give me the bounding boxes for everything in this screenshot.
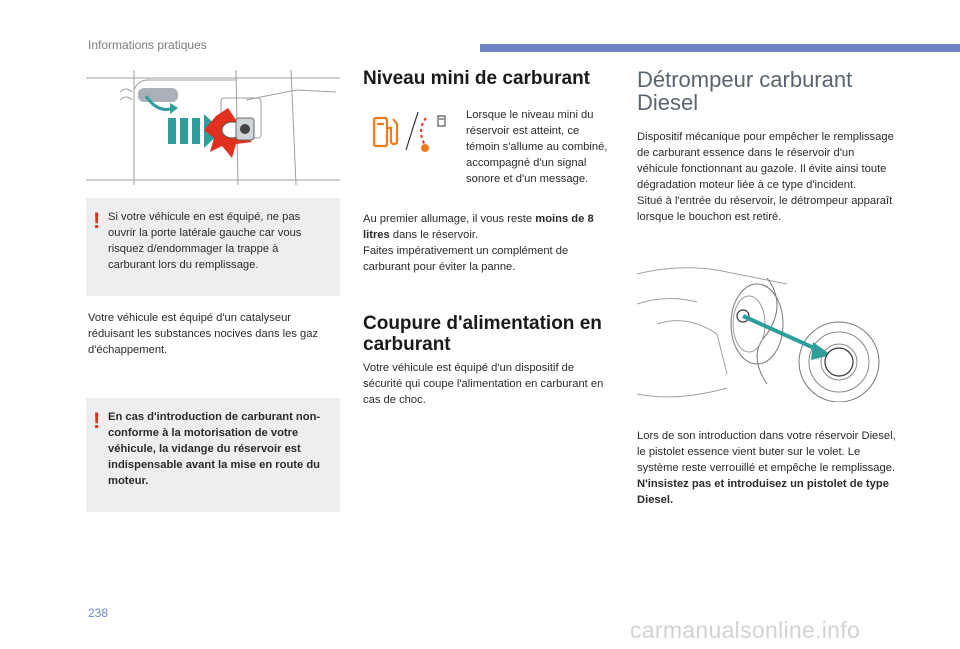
page-number: 238 xyxy=(88,606,109,620)
heading-diesel-misfuel xyxy=(637,68,897,114)
heading-line: Diesel xyxy=(637,90,699,115)
text-span: dans le réservoir. xyxy=(389,229,479,241)
warning-text: Si votre véhicule en est équipé, ne pas ouvrir la porte latérale gauche car vous risquez d/endommager la trappe à carburant lors du remplissage. xyxy=(108,211,302,271)
bold-text: moins de 8 litres xyxy=(363,213,594,241)
heading-fuel-cutoff: Coupure d'alimentation en carburant xyxy=(363,313,602,355)
fuel-level-description: Lorsque le niveau mini du réservoir est atteint, ce témoin s'allume au combiné, accompagné d'un signal sonore et d'un message. xyxy=(466,109,608,185)
text-span: Lors de son introduction dans votre réservoir Diesel, le pistolet essence vient buter sur le volet. Le système reste verrouillé et empêche le remplissage. xyxy=(637,430,896,474)
fuel-reserve-paragraph xyxy=(363,211,613,275)
header-accent-bar xyxy=(480,44,960,52)
catalyst-paragraph: Votre véhicule est équipé d'un catalyseur réduisant les substances nocives dans les gaz d'échappement. xyxy=(88,312,319,356)
heading-fuel-level: Niveau mini de carburant xyxy=(363,68,591,89)
bold-text: N'insistez pas et introduisez un pistolet de type Diesel. xyxy=(637,478,889,506)
text-span: Au premier allumage, il vous reste xyxy=(363,213,536,225)
warning-box-wrong-fuel xyxy=(86,398,340,512)
low-fuel-warning-lamp-illustration xyxy=(370,108,450,154)
diesel-filler-neck-illustration xyxy=(637,264,891,402)
fuel-door-illustration xyxy=(86,70,340,185)
warning-icon: ! xyxy=(93,408,101,433)
fuel-cutoff-paragraph: Votre véhicule est équipé d'un dispositif de sécurité qui coupe l'alimentation en carburant en cas de choc. xyxy=(363,362,604,406)
text-span: Situé à l'entrée du réservoir, le détrompeur apparaît lorsque le bouchon est retiré. xyxy=(637,195,893,223)
heading-line: Détrompeur carburant xyxy=(637,67,853,92)
text-span: Dispositif mécanique pour empêcher le remplissage de carburant essence dans le réservoir d'un véhicule fonctionnant au gazole. Il évite ainsi toute dégradation moteur liée à ce type d'incident. xyxy=(637,131,894,191)
misfuel-behavior-paragraph xyxy=(637,428,897,508)
warning-box-side-door xyxy=(86,198,340,296)
misfuel-device-paragraph xyxy=(637,129,897,225)
watermark: carmanualsonline.info xyxy=(630,617,861,643)
warning-text: En cas d'introduction de carburant non-conforme à la motorisation de votre véhicule, la vidange du réservoir est indispensable avant la mise en route du moteur. xyxy=(108,411,321,487)
warning-icon: ! xyxy=(93,208,101,233)
section-label: Informations pratiques xyxy=(88,38,207,52)
text-span: Faites impérativement un complément de carburant pour éviter la panne. xyxy=(363,245,569,273)
